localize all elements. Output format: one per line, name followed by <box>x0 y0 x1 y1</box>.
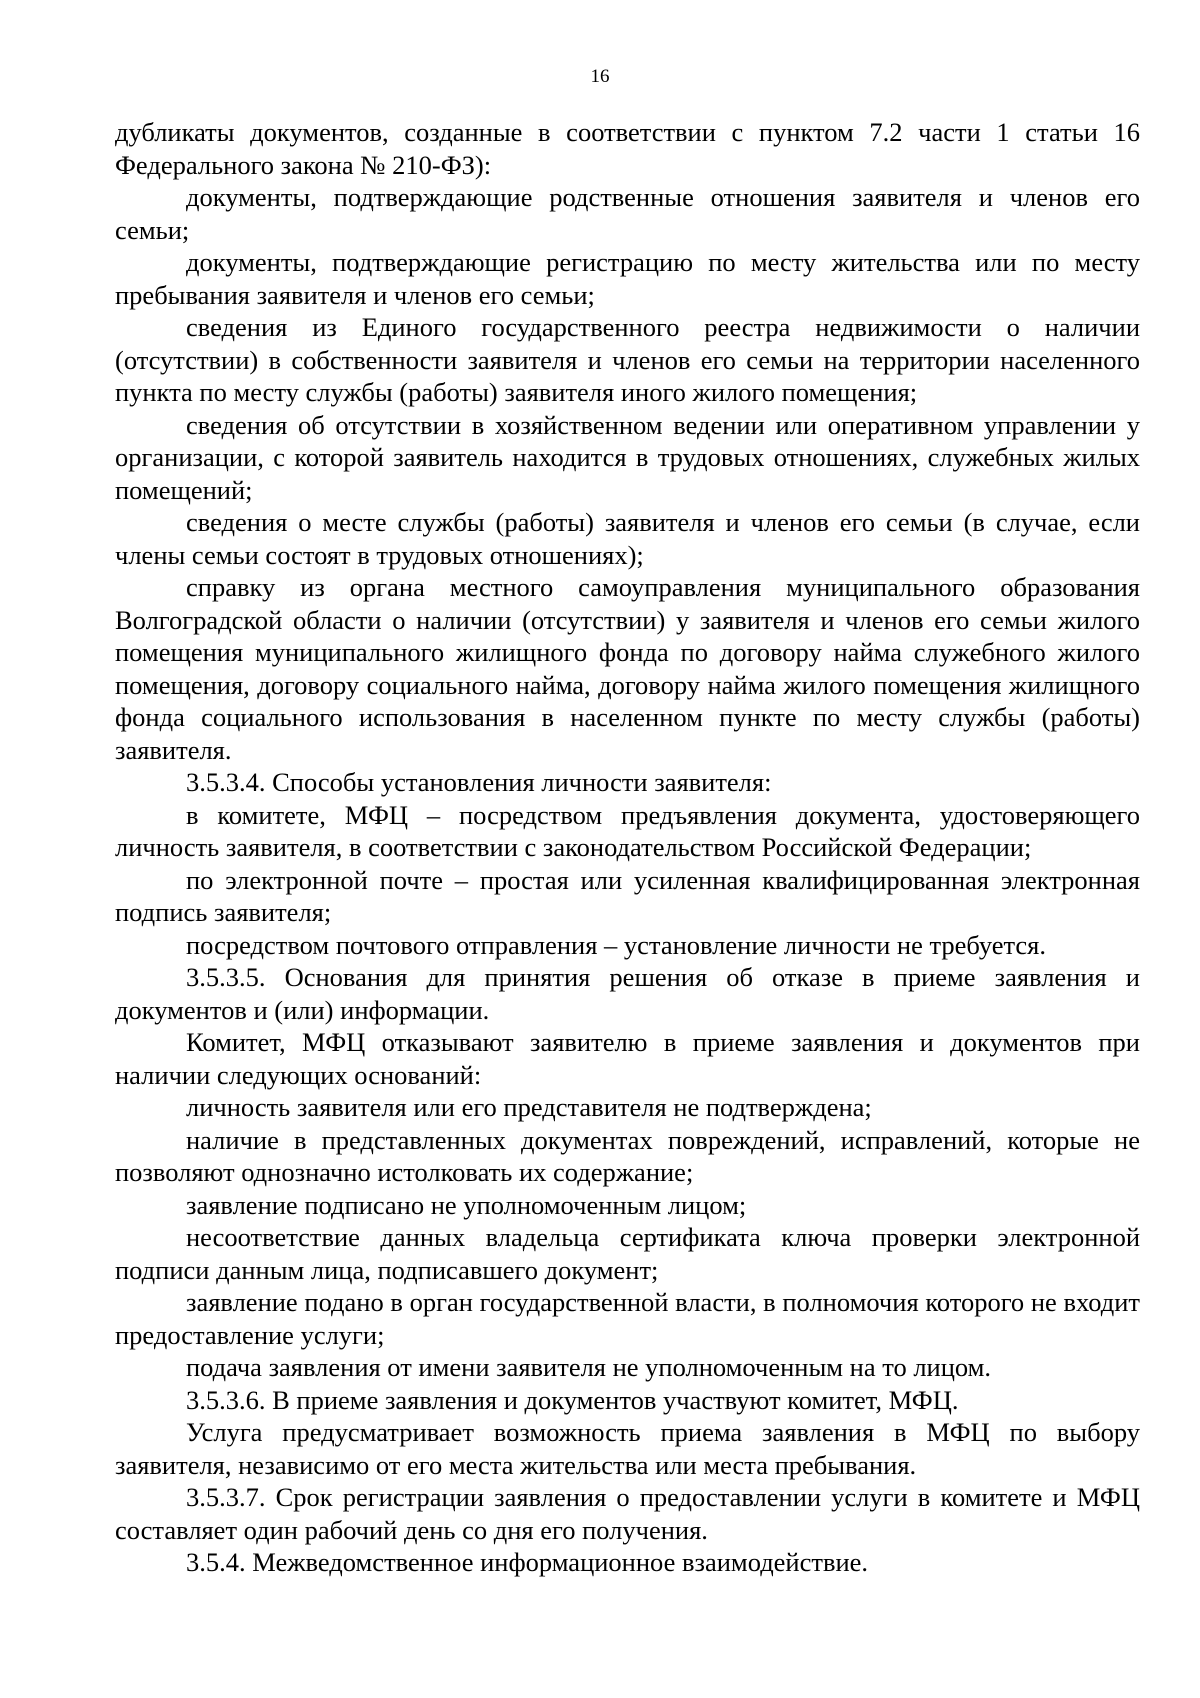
paragraph: наличие в представленных документах повреждений, исправлений, которые не позволяют однозначно истолковать их содержание; <box>115 1124 1140 1187</box>
paragraph: документы, подтверждающие родственные отношения заявителя и членов его семьи; <box>115 182 1140 245</box>
paragraph: Услуга предусматривает возможность приема заявления в МФЦ по выбору заявителя, независимо от его места жительства или места пребывания. <box>115 1417 1140 1480</box>
paragraph: сведения об отсутствии в хозяйственном ведении или оперативном управлении у организации, с которой заявитель находится в трудовых отношениях, служебных жилых помещений; <box>115 409 1140 505</box>
paragraph: Комитет, МФЦ отказывают заявителю в приеме заявления и документов при наличии следующих оснований: <box>115 1027 1140 1090</box>
paragraph: справку из органа местного самоуправления муниципального образования Волгоградской области о наличии (отсутствии) у заявителя и членов его семьи жилого помещения муниципального жилищного фонда по договору найма служебного жилого помещения, договору социального найма, договору найма жилого помещения жилищного фонда социального использования в населенном пункте по месту службы (работы) заявителя. <box>115 572 1140 765</box>
paragraph: личность заявителя или его представителя не подтверждена; <box>186 1092 872 1122</box>
paragraph: в комитете, МФЦ – посредством предъявления документа, удостоверяющего личность заявителя, в соответствии с законодательством Российской Федерации; <box>115 799 1140 862</box>
page-number: 16 <box>590 66 610 87</box>
paragraph: подача заявления от имени заявителя не уполномоченным на то лицом. <box>186 1352 992 1382</box>
paragraph: заявление подано в орган государственной власти, в полномочия которого не входит предоставление услуги; <box>115 1287 1140 1350</box>
paragraph: дубликаты документов, созданные в соответствии с пунктом 7.2 части 1 статьи 16 Федерального закона № 210-ФЗ): <box>115 117 1140 180</box>
paragraph: посредством почтового отправления – установление личности не требуется. <box>186 929 1046 960</box>
paragraph: несоответствие данных владельца сертификата ключа проверки электронной подписи данным лица, подписавшего документ; <box>115 1222 1140 1285</box>
section-heading: 3.5.4. Межведомственное информационное взаимодействие. <box>186 1547 869 1577</box>
paragraph: сведения о месте службы (работы) заявителя и членов его семьи (в случае, если члены семьи состоят в трудовых отношениях); <box>115 507 1140 570</box>
section-heading: 3.5.3.4. Способы установления личности заявителя: <box>186 767 772 797</box>
paragraph: заявление подписано не уполномоченным лицом; <box>186 1189 747 1220</box>
paragraph: документы, подтверждающие регистрацию по месту жительства или по месту пребывания заявителя и членов его семьи; <box>115 247 1140 310</box>
section-heading: 3.5.3.5. Основания для принятия решения об отказе в приеме заявления и документов и (или) информации. <box>115 962 1140 1025</box>
paragraph: сведения из Единого государственного реестра недвижимости о наличии (отсутствии) в собственности заявителя и членов его семьи на территории населенного пункта по месту службы (работы) заявителя иного жилого помещения; <box>115 312 1140 407</box>
paragraph: по электронной почте – простая или усиленная квалифицированная электронная подпись заявителя; <box>115 864 1140 927</box>
section-heading: 3.5.3.6. В приеме заявления и документов участвуют комитет, МФЦ. <box>186 1384 959 1415</box>
document-body <box>115 116 1140 1579</box>
section-heading: 3.5.3.7. Срок регистрации заявления о предоставлении услуги в комитете и МФЦ составляет один рабочий день со дня его получения. <box>115 1482 1140 1545</box>
